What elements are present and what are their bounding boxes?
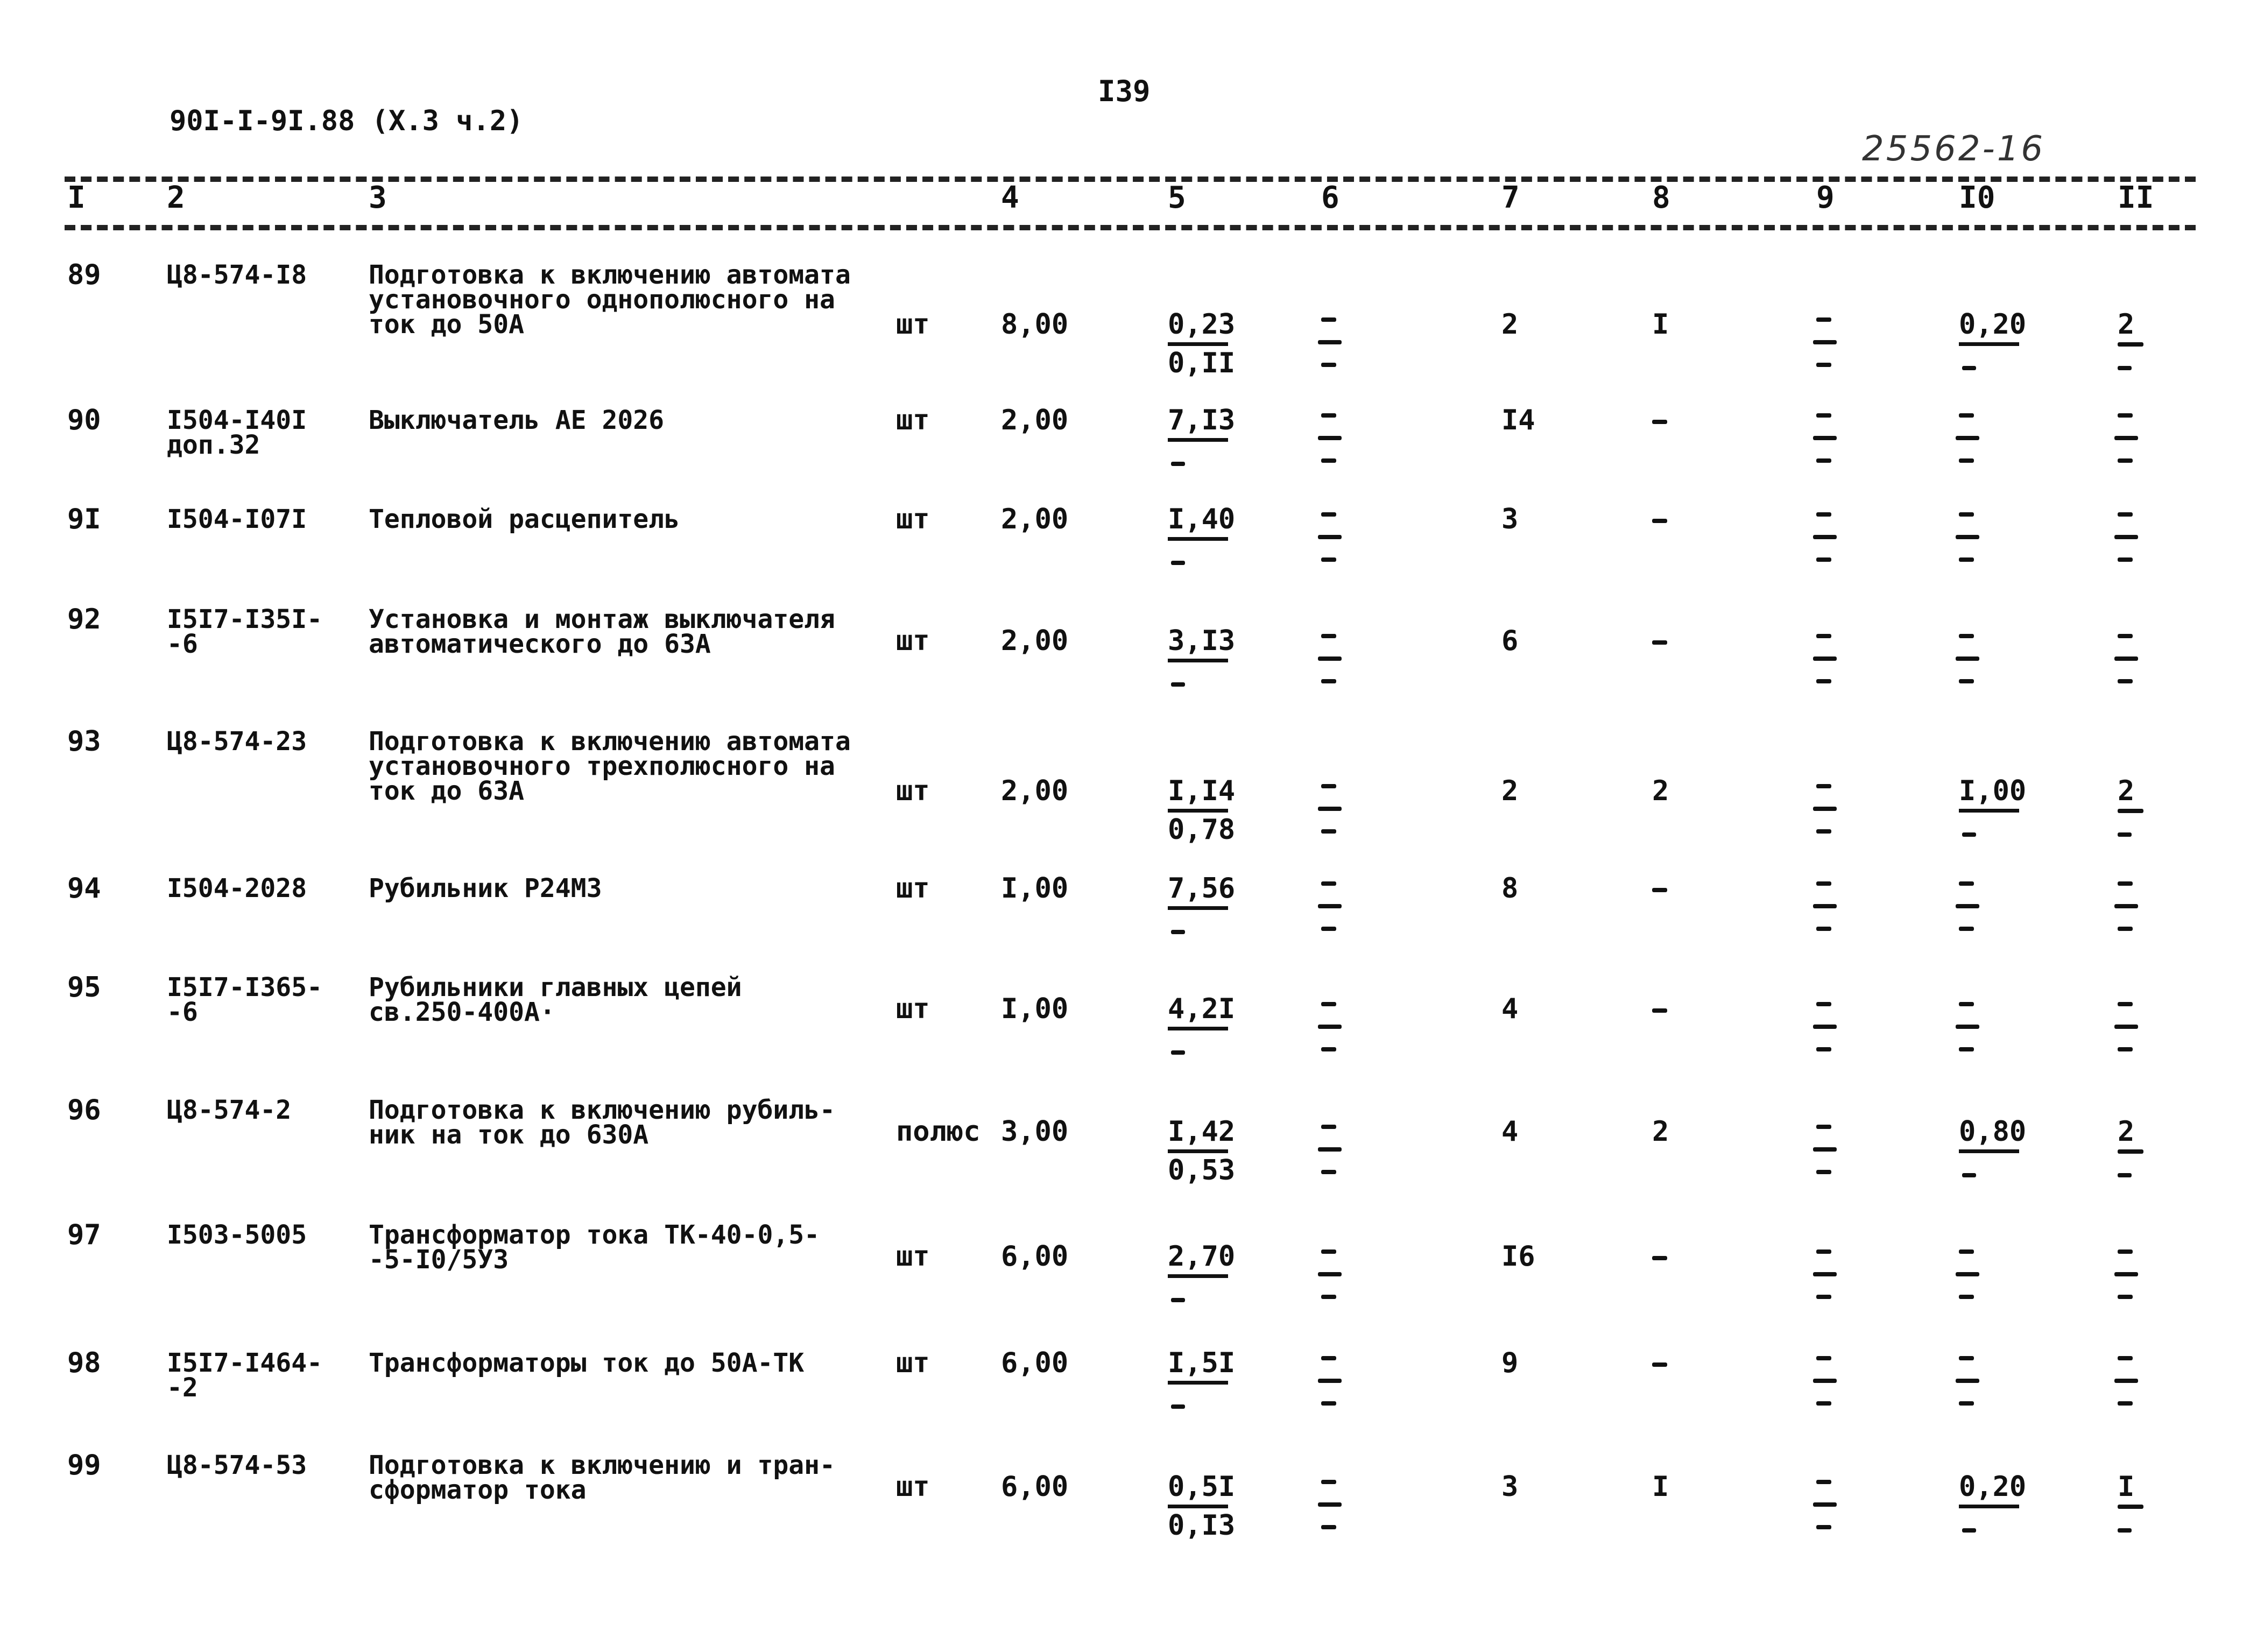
work-name: Установка и монтаж выключателя автоматического до 63А: [369, 604, 835, 659]
dash-mark: [1959, 1356, 1974, 1360]
row-number: 92: [67, 603, 101, 636]
fraction-line: [1318, 340, 1342, 344]
col8-value: 2: [1652, 775, 1669, 807]
dash-mark: [1816, 1295, 1831, 1299]
col5-lower-value: 0,II: [1168, 347, 1236, 379]
dash-mark: [1321, 1047, 1336, 1051]
dash-mark: [1652, 1256, 1667, 1260]
norm-code: Ц8-574-2: [167, 1095, 292, 1125]
unit: шт: [896, 1240, 930, 1273]
dash-mark: [1816, 634, 1831, 638]
col7-value: 3: [1501, 503, 1519, 535]
fraction-line: [2114, 1025, 2138, 1029]
work-name: Рубильники главных цепей св.250-400А·: [369, 972, 742, 1027]
norm-code: I503-5005: [167, 1220, 307, 1250]
fraction-line: [1168, 809, 1228, 813]
fraction-line: [1318, 656, 1342, 661]
dash-mark: [1321, 1356, 1336, 1360]
unit: полюс: [896, 1116, 981, 1148]
fraction-line: [1813, 436, 1837, 440]
col10-value: I,00: [1959, 775, 2027, 807]
row-number: 9I: [67, 503, 101, 535]
dash-mark: [1816, 317, 1831, 322]
row-number: 97: [67, 1219, 101, 1251]
work-name: Подготовка к включению автомата установочного трехполюсного на ток до 63А: [369, 726, 851, 806]
col7-value: I4: [1501, 404, 1535, 436]
col5-value: I,I4: [1168, 775, 1236, 807]
col7-value: 6: [1501, 625, 1519, 657]
dash-mark: [1321, 881, 1336, 886]
dash-mark: [1321, 1125, 1336, 1129]
dash-mark: [2118, 832, 2132, 837]
document-code: 90I-I-9I.88 (X.3 ч.2): [170, 105, 524, 137]
dash-mark: [2118, 1401, 2133, 1406]
quantity: 6,00: [1001, 1240, 1069, 1273]
dash-mark: [1816, 927, 1831, 931]
dash-mark: [1321, 512, 1336, 517]
fraction-line: [1168, 1274, 1228, 1278]
row-number: 93: [67, 725, 101, 758]
dash-mark: [1959, 1249, 1974, 1254]
unit: шт: [896, 993, 930, 1025]
dash-mark: [1962, 1173, 1976, 1177]
dash-mark: [1652, 1362, 1667, 1367]
dash-mark: [1816, 679, 1831, 683]
work-name: Подготовка к включению рубиль- ник на ток до 630А: [369, 1095, 835, 1150]
dash-mark: [1816, 1356, 1831, 1360]
norm-code: I5I7-I365- -6: [167, 972, 322, 1027]
quantity: 8,00: [1001, 308, 1069, 341]
dash-mark: [1321, 1170, 1336, 1174]
dash-mark: [2118, 881, 2133, 886]
fraction-line: [1959, 1505, 2019, 1508]
dash-mark: [1816, 881, 1831, 886]
work-name: Трансформаторы ток до 50А-ТК: [369, 1348, 805, 1378]
fraction-line: [1168, 906, 1228, 910]
dash-mark: [1321, 1295, 1336, 1299]
col11-value: 2: [2118, 308, 2135, 341]
dash-mark: [1816, 1401, 1831, 1406]
col8-value: I: [1652, 308, 1669, 341]
dash-mark: [1171, 1298, 1185, 1302]
quantity: 3,00: [1001, 1116, 1069, 1148]
dash-mark: [1959, 881, 1974, 886]
col5-lower-value: 0,53: [1168, 1154, 1236, 1187]
dash-mark: [1816, 1249, 1831, 1254]
norm-code: Ц8-574-23: [167, 726, 307, 757]
fraction-line: [2114, 656, 2138, 661]
fraction-line: [2118, 1505, 2143, 1509]
col7-value: 9: [1501, 1347, 1519, 1379]
dash-mark: [1959, 413, 1974, 418]
dash-mark: [1959, 1401, 1974, 1406]
fraction-line: [1956, 1379, 1979, 1383]
unit: шт: [896, 872, 930, 905]
col7-value: 4: [1501, 993, 1519, 1025]
dash-mark: [2118, 413, 2133, 418]
dash-mark: [1959, 927, 1974, 931]
column-header: I: [67, 180, 86, 215]
col11-value: I: [2118, 1471, 2135, 1503]
quantity: 2,00: [1001, 775, 1069, 807]
col5-value: 7,I3: [1168, 404, 1236, 436]
fraction-line: [1318, 1502, 1342, 1507]
dash-mark: [2118, 634, 2133, 638]
dash-mark: [1816, 829, 1831, 834]
fraction-line: [2118, 1149, 2143, 1154]
col7-value: 3: [1501, 1471, 1519, 1503]
dash-mark: [2118, 1173, 2132, 1177]
fraction-line: [1168, 1505, 1228, 1508]
col11-value: 2: [2118, 1116, 2135, 1148]
row-number: 94: [67, 872, 101, 905]
dash-mark: [2118, 1249, 2133, 1254]
fraction-line: [1959, 342, 2019, 346]
dash-mark: [1959, 512, 1974, 517]
fraction-line: [1959, 1149, 2019, 1153]
dash-mark: [1171, 561, 1185, 565]
fraction-line: [1956, 1025, 1979, 1029]
fraction-line: [1168, 1381, 1228, 1385]
norm-code: Ц8-574-53: [167, 1450, 307, 1480]
work-name: Трансформатор тока ТК-40-0,5- -5-I0/5У3: [369, 1220, 820, 1275]
dash-mark: [1816, 784, 1831, 788]
dash-mark: [2118, 1356, 2133, 1360]
fraction-line: [2118, 809, 2143, 813]
col8-value: I: [1652, 1471, 1669, 1503]
unit: шт: [896, 1347, 930, 1379]
dash-mark: [1321, 1401, 1336, 1406]
fraction-line: [1318, 535, 1342, 539]
column-header: 8: [1652, 180, 1670, 215]
dash-mark: [1962, 366, 1976, 370]
col5-value: 2,70: [1168, 1240, 1236, 1273]
norm-code: I5I7-I35I- -6: [167, 604, 322, 659]
dash-mark: [1959, 458, 1974, 463]
dash-mark: [1652, 640, 1667, 645]
fraction-line: [2114, 535, 2138, 539]
column-header: 6: [1321, 180, 1339, 215]
fraction-line: [1956, 535, 1979, 539]
fraction-line: [1318, 1025, 1342, 1029]
dash-mark: [1321, 458, 1336, 463]
fraction-line: [1813, 1502, 1837, 1507]
dash-mark: [1959, 557, 1974, 562]
fraction-line: [1318, 1379, 1342, 1383]
dash-mark: [1652, 519, 1667, 523]
fraction-line: [1956, 656, 1979, 661]
dash-mark: [2118, 1528, 2132, 1533]
fraction-line: [1813, 1379, 1837, 1383]
unit: шт: [896, 1471, 930, 1503]
page-number: I39: [1098, 74, 1151, 108]
work-name: Тепловой расцепитель: [369, 504, 680, 534]
work-name: Подготовка к включению и тран- сформатор тока: [369, 1450, 835, 1505]
quantity: I,00: [1001, 993, 1069, 1025]
dash-mark: [1171, 930, 1185, 934]
fraction-line: [1168, 659, 1228, 662]
dash-mark: [2118, 557, 2133, 562]
col5-value: 0,5I: [1168, 1471, 1236, 1503]
dash-mark: [1321, 317, 1336, 322]
quantity: 2,00: [1001, 503, 1069, 535]
quantity: 2,00: [1001, 404, 1069, 436]
quantity: I,00: [1001, 872, 1069, 905]
dash-mark: [1171, 1404, 1185, 1409]
col11-value: 2: [2118, 775, 2135, 807]
dash-mark: [1321, 927, 1336, 931]
fraction-line: [1956, 904, 1979, 908]
col7-value: 4: [1501, 1116, 1519, 1148]
dash-mark: [1816, 413, 1831, 418]
fraction-line: [1168, 342, 1228, 346]
row-number: 99: [67, 1449, 101, 1481]
fraction-line: [2118, 342, 2143, 347]
unit: шт: [896, 775, 930, 807]
fraction-line: [1318, 436, 1342, 440]
work-name: Выключатель АЕ 2026: [369, 405, 665, 435]
column-header: I0: [1959, 180, 1995, 215]
work-name: Подготовка к включению автомата установочного однополюсного на ток до 50А: [369, 260, 851, 340]
dash-mark: [1321, 784, 1336, 788]
unit: шт: [896, 503, 930, 535]
norm-code: I504-2028: [167, 873, 307, 903]
fraction-line: [1813, 807, 1837, 811]
unit: шт: [896, 308, 930, 341]
dash-mark: [2118, 1002, 2133, 1006]
fraction-line: [1318, 904, 1342, 908]
unit: шт: [896, 625, 930, 657]
dash-mark: [1321, 679, 1336, 683]
dash-mark: [1652, 420, 1667, 424]
fraction-line: [1813, 1147, 1837, 1152]
fraction-line: [1168, 438, 1228, 442]
column-header: 5: [1168, 180, 1186, 215]
fraction-line: [2114, 436, 2138, 440]
col8-value: 2: [1652, 1116, 1669, 1148]
dash-mark: [1959, 634, 1974, 638]
header-bottom-rule: [65, 225, 2196, 230]
dash-mark: [1959, 679, 1974, 683]
col5-value: I,40: [1168, 503, 1236, 535]
dash-mark: [1816, 1480, 1831, 1484]
dash-mark: [1816, 557, 1831, 562]
dash-mark: [1816, 363, 1831, 367]
dash-mark: [1816, 1002, 1831, 1006]
column-header: 7: [1501, 180, 1520, 215]
dash-mark: [1816, 1170, 1831, 1174]
dash-mark: [1321, 1480, 1336, 1484]
col5-value: 3,I3: [1168, 625, 1236, 657]
dash-mark: [1959, 1295, 1974, 1299]
dash-mark: [1321, 1249, 1336, 1254]
fraction-line: [1959, 809, 2019, 813]
row-number: 96: [67, 1094, 101, 1126]
fraction-line: [1318, 1147, 1342, 1152]
column-header: 2: [167, 180, 185, 215]
fraction-line: [1168, 1149, 1228, 1153]
col10-value: 0,80: [1959, 1116, 2027, 1148]
fraction-line: [1813, 904, 1837, 908]
fraction-line: [1168, 537, 1228, 541]
column-header: 3: [369, 180, 387, 215]
row-number: 95: [67, 971, 101, 1004]
dash-mark: [1321, 1525, 1336, 1529]
quantity: 6,00: [1001, 1347, 1069, 1379]
dash-mark: [1652, 1008, 1667, 1013]
row-number: 98: [67, 1347, 101, 1379]
row-number: 89: [67, 259, 101, 291]
dash-mark: [1171, 1050, 1185, 1055]
quantity: 6,00: [1001, 1471, 1069, 1503]
col5-value: I,5I: [1168, 1347, 1236, 1379]
dash-mark: [1321, 634, 1336, 638]
dash-mark: [2118, 458, 2133, 463]
col10-value: 0,20: [1959, 1471, 2027, 1503]
row-number: 90: [67, 404, 101, 436]
dash-mark: [2118, 927, 2133, 931]
dash-mark: [1321, 1002, 1336, 1006]
norm-code: I504-I07I: [167, 504, 307, 534]
dash-mark: [1652, 888, 1667, 892]
dash-mark: [2118, 366, 2132, 370]
dash-mark: [1171, 682, 1185, 687]
col7-value: 2: [1501, 775, 1519, 807]
unit: шт: [896, 404, 930, 436]
dash-mark: [2118, 679, 2133, 683]
column-header: II: [2118, 180, 2154, 215]
dash-mark: [2118, 512, 2133, 517]
dash-mark: [1816, 1047, 1831, 1051]
dash-mark: [1321, 557, 1336, 562]
dash-mark: [2118, 1295, 2133, 1299]
fraction-line: [1813, 1025, 1837, 1029]
handwritten-number: 25562-16: [1862, 129, 2046, 169]
fraction-line: [1813, 340, 1837, 344]
dash-mark: [1962, 832, 1976, 837]
norm-code: I5I7-I464- -2: [167, 1348, 322, 1403]
dash-mark: [1959, 1002, 1974, 1006]
fraction-line: [1956, 1272, 1979, 1276]
dash-mark: [1816, 1125, 1831, 1129]
col7-value: 2: [1501, 308, 1519, 341]
dash-mark: [1816, 512, 1831, 517]
dash-mark: [1171, 462, 1185, 466]
col10-value: 0,20: [1959, 308, 2027, 341]
column-header: 4: [1001, 180, 1019, 215]
work-name: Рубильник Р24МЗ: [369, 873, 602, 903]
dash-mark: [1321, 413, 1336, 418]
col5-value: 0,23: [1168, 308, 1236, 341]
fraction-line: [1318, 807, 1342, 811]
quantity: 2,00: [1001, 625, 1069, 657]
dash-mark: [1816, 458, 1831, 463]
col7-value: I6: [1501, 1240, 1535, 1273]
norm-code: I504-I40I доп.32: [167, 405, 307, 460]
fraction-line: [1318, 1272, 1342, 1276]
fraction-line: [2114, 1272, 2138, 1276]
dash-mark: [1962, 1528, 1976, 1533]
fraction-line: [1168, 1027, 1228, 1030]
column-header: 9: [1816, 180, 1835, 215]
norm-code: Ц8-574-I8: [167, 260, 307, 290]
col5-value: I,42: [1168, 1116, 1236, 1148]
col5-lower-value: 0,78: [1168, 814, 1236, 846]
dash-mark: [1321, 829, 1336, 834]
col5-value: 7,56: [1168, 872, 1236, 905]
fraction-line: [1956, 436, 1979, 440]
fraction-line: [1813, 535, 1837, 539]
dash-mark: [1321, 363, 1336, 367]
fraction-line: [2114, 904, 2138, 908]
fraction-line: [1813, 1272, 1837, 1276]
dash-mark: [1816, 1525, 1831, 1529]
col7-value: 8: [1501, 872, 1519, 905]
col5-value: 4,2I: [1168, 993, 1236, 1025]
col5-lower-value: 0,I3: [1168, 1509, 1236, 1542]
dash-mark: [2118, 1047, 2133, 1051]
fraction-line: [2114, 1379, 2138, 1383]
dash-mark: [1959, 1047, 1974, 1051]
fraction-line: [1813, 656, 1837, 661]
